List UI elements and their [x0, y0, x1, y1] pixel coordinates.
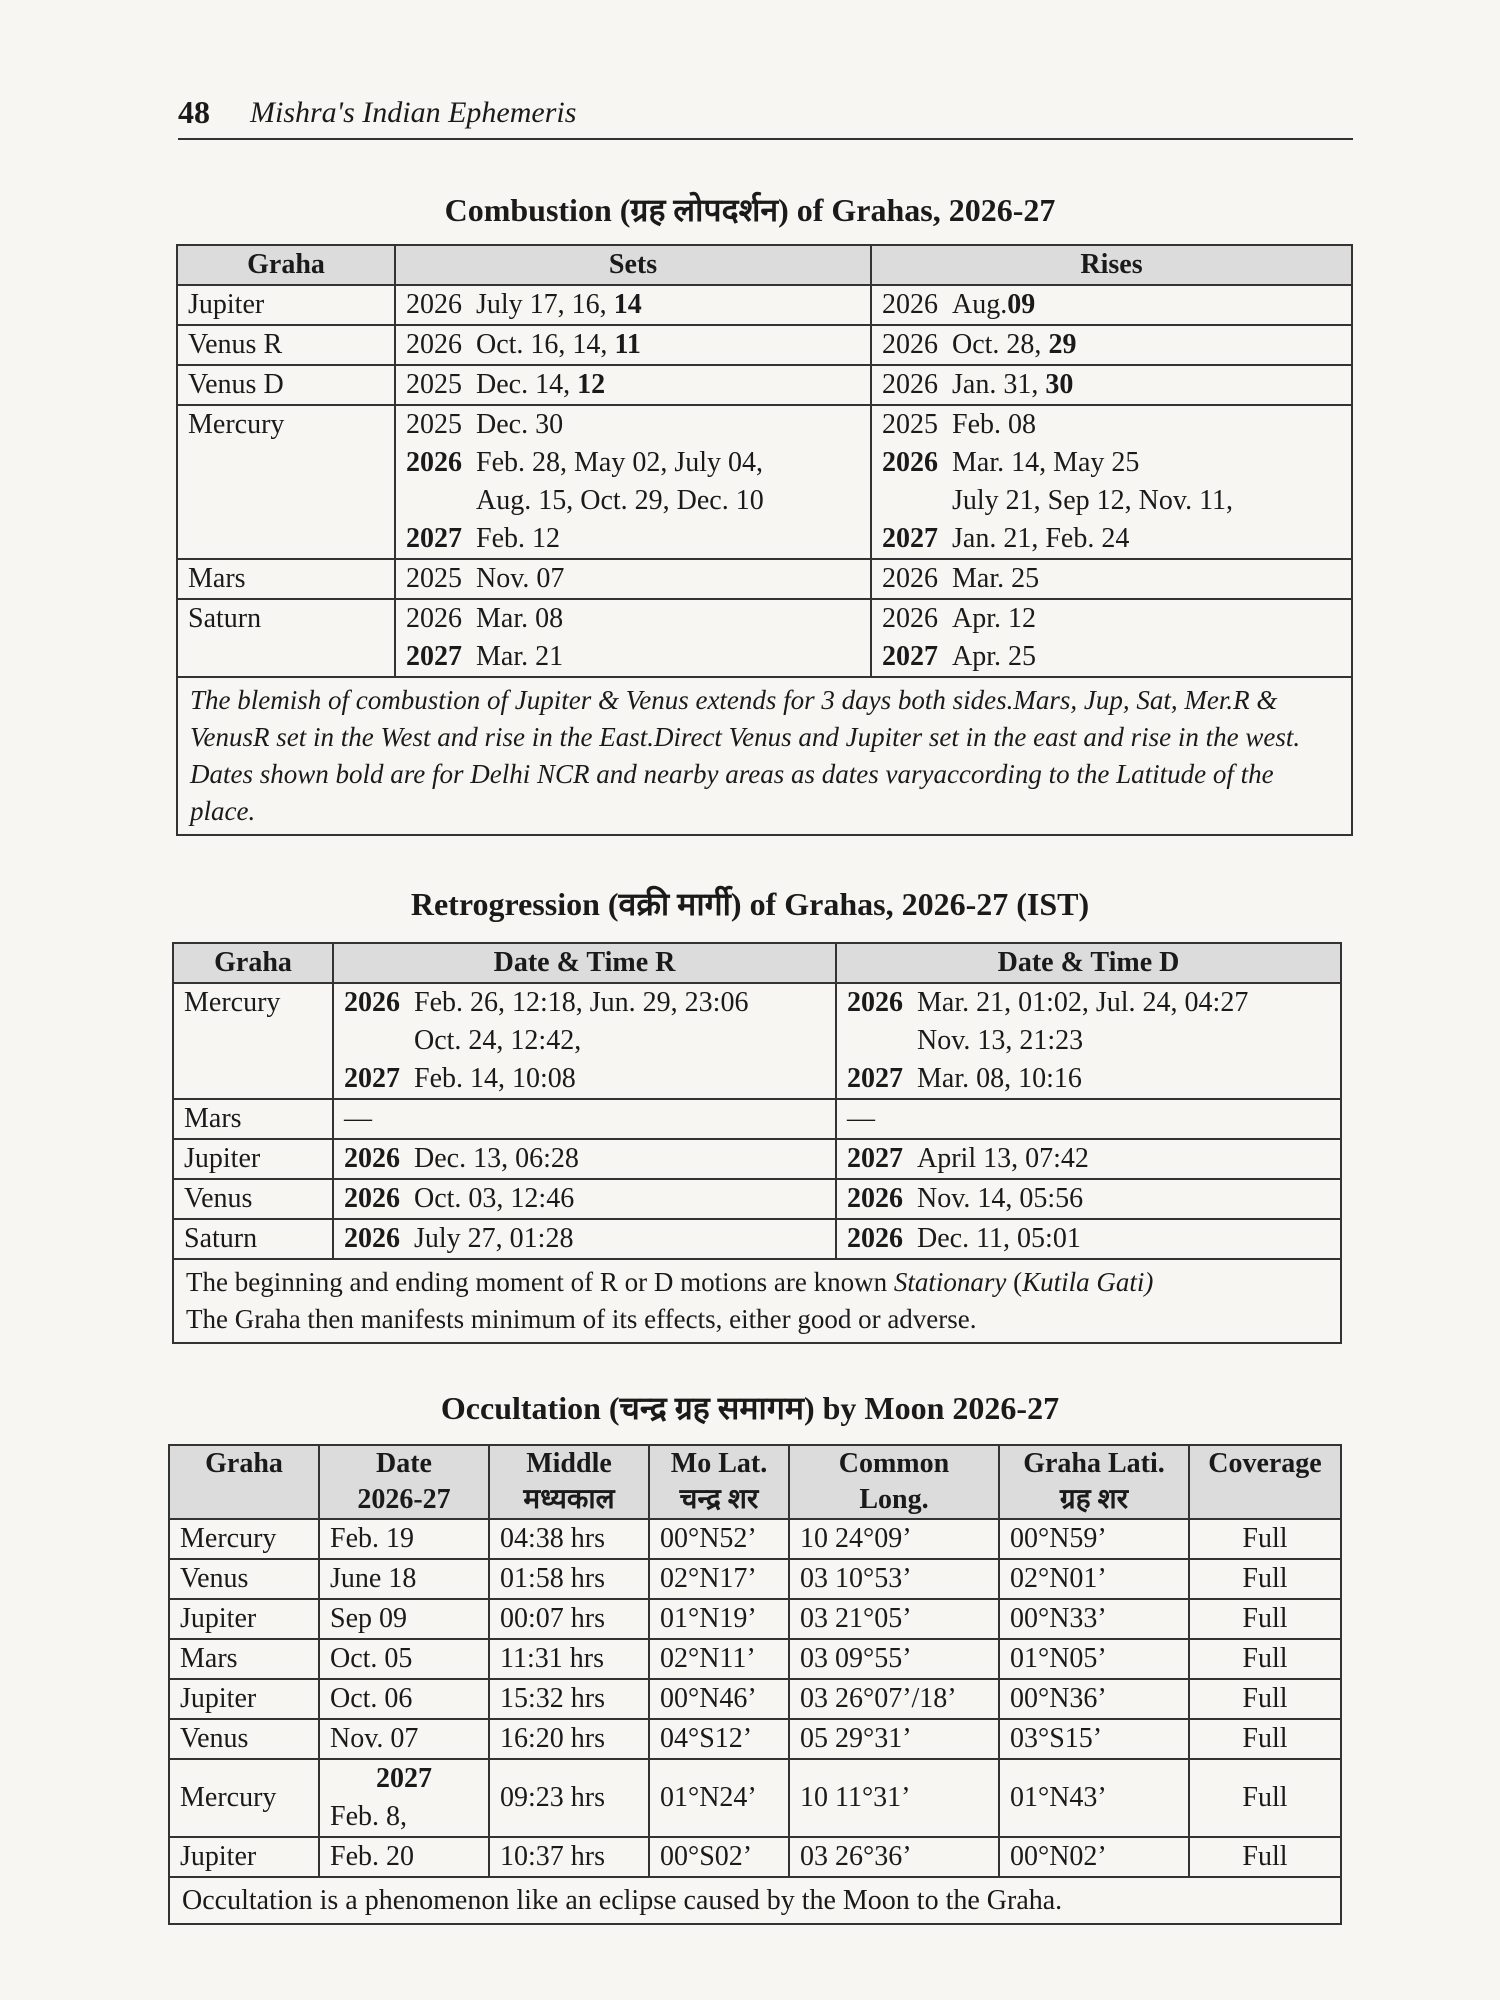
date-value: Sep 09 — [330, 1603, 407, 1634]
r-cell — [333, 1099, 836, 1139]
graha-cell: Saturn — [173, 1219, 333, 1259]
date-cell — [319, 1719, 489, 1759]
combustion-title: Combustion (ग्रह लोपदर्शन) of Grahas, 2026-27 — [444, 192, 1056, 228]
date-text: Dec. 11, 05:01 — [917, 1223, 1081, 1254]
header-line2: Long. — [859, 1484, 929, 1515]
date-line — [406, 366, 860, 404]
table-row — [169, 1519, 1341, 1559]
middle-cell: 00:07 hrs — [489, 1599, 649, 1639]
note-text: The beginning and ending moment of R or D motions are known — [186, 1267, 894, 1297]
bold-date: 09 — [1007, 289, 1036, 320]
graha-cell: Mercury — [173, 983, 333, 1099]
graha-lat-cell: 03°S15’ — [999, 1719, 1189, 1759]
year: 2025 — [406, 369, 462, 400]
table-row — [177, 325, 1352, 365]
date-line — [882, 482, 1341, 520]
date-text: Feb. 12 — [476, 523, 560, 554]
header-line1: Graha Lati. — [1023, 1448, 1165, 1479]
header-line1: Date — [376, 1448, 432, 1479]
occultation-title: Occultation (चन्द्र ग्रह समागम) by Moon 2026-27 — [440, 1390, 1060, 1426]
year: 2026 — [847, 1183, 903, 1214]
date-line — [882, 366, 1341, 404]
date-text: Apr. 12 — [952, 603, 1036, 634]
date-line — [344, 1060, 825, 1098]
bold-date: 11 — [614, 329, 641, 360]
date-text: Oct. 28, — [952, 329, 1049, 360]
column-header — [489, 1445, 649, 1519]
year: 2026 — [344, 987, 400, 1018]
date-line — [847, 1100, 1330, 1138]
date-cell — [319, 1599, 489, 1639]
note-row — [177, 677, 1352, 835]
table-row — [169, 1679, 1341, 1719]
long-cell: 10 24°09’ — [789, 1519, 999, 1559]
middle-cell: 09:23 hrs — [489, 1759, 649, 1837]
middle-cell: 15:32 hrs — [489, 1679, 649, 1719]
table-row — [173, 983, 1341, 1099]
date-value: Nov. 07 — [330, 1723, 419, 1754]
date-cell — [319, 1559, 489, 1599]
date-text: July 27, 01:28 — [414, 1223, 574, 1254]
date-line — [344, 1180, 825, 1218]
retrogression-title: Retrogression (वक्री मार्गी) of Grahas, 2026-27 (IST) — [410, 886, 1090, 922]
date-line — [847, 984, 1330, 1022]
date-text: Feb. 26, 12:18, Jun. 29, 23:06 — [414, 987, 749, 1018]
sets-cell — [395, 405, 871, 559]
date-text: — — [847, 1103, 875, 1134]
date-text: Mar. 21, 01:02, Jul. 24, 04:27 — [917, 987, 1249, 1018]
graha-cell: Mercury — [169, 1759, 319, 1837]
table-row — [169, 1719, 1341, 1759]
table-row — [169, 1759, 1341, 1837]
column-header — [169, 1445, 319, 1519]
table-row — [173, 1139, 1341, 1179]
coverage-cell: Full — [1189, 1519, 1341, 1559]
year: 2027 — [406, 641, 462, 672]
mo-lat-cell: 02°N17’ — [649, 1559, 789, 1599]
sets-cell — [395, 325, 871, 365]
date-value: June 18 — [330, 1563, 417, 1594]
year: 2026 — [344, 1143, 400, 1174]
date-line — [344, 1220, 825, 1258]
bold-date: 29 — [1048, 329, 1077, 360]
sets-cell — [395, 559, 871, 599]
year: 2027 — [344, 1063, 400, 1094]
year: 2026 — [882, 563, 938, 594]
page-header — [178, 92, 1353, 140]
graha-cell: Jupiter — [169, 1679, 319, 1719]
column-header: Date & Time R — [333, 943, 836, 983]
sets-cell — [395, 285, 871, 325]
year: 2026 — [882, 329, 938, 360]
year: 2026 — [847, 1223, 903, 1254]
table-row — [177, 599, 1352, 677]
occultation-note: Occultation is a phenomenon like an eclipse caused by the Moon to the Graha. — [169, 1877, 1341, 1924]
book-title: Mishra's Indian Ephemeris — [250, 96, 577, 129]
date-line — [847, 1060, 1330, 1098]
graha-lat-cell: 00°N59’ — [999, 1519, 1189, 1559]
date-cell — [319, 1519, 489, 1559]
graha-cell: Mercury — [177, 405, 395, 559]
table-row — [177, 405, 1352, 559]
date-text: Nov. 14, 05:56 — [917, 1183, 1084, 1214]
date-cell — [319, 1639, 489, 1679]
mo-lat-cell: 04°S12’ — [649, 1719, 789, 1759]
date-text: Oct. 24, 12:42, — [414, 1025, 582, 1056]
long-cell: 05 29°31’ — [789, 1719, 999, 1759]
occultation-table — [168, 1444, 1342, 1925]
table-row — [173, 1099, 1341, 1139]
date-text: Mar. 25 — [952, 563, 1040, 594]
coverage-cell: Full — [1189, 1759, 1341, 1837]
column-header — [999, 1445, 1189, 1519]
year: 2026 — [882, 369, 938, 400]
date-value: Feb. 8, — [330, 1801, 407, 1832]
graha-lat-cell: 01°N43’ — [999, 1759, 1189, 1837]
header-line1: Coverage — [1208, 1448, 1322, 1479]
date-cell — [319, 1837, 489, 1877]
table-row — [169, 1639, 1341, 1679]
long-cell: 03 21°05’ — [789, 1599, 999, 1639]
date-line — [882, 326, 1341, 364]
header-line1: Graha — [205, 1448, 283, 1479]
r-cell — [333, 1179, 836, 1219]
date-line — [847, 1180, 1330, 1218]
column-header — [319, 1445, 489, 1519]
table-row — [169, 1599, 1341, 1639]
date-line — [847, 1220, 1330, 1258]
date-text: Oct. 03, 12:46 — [414, 1183, 575, 1214]
graha-cell: Mars — [177, 559, 395, 599]
year: 2026 — [882, 447, 938, 478]
date-line — [882, 444, 1341, 482]
date-text: Dec. 13, 06:28 — [414, 1143, 579, 1174]
note-italic: Kutila Gati) — [1022, 1267, 1154, 1297]
d-cell — [836, 1219, 1341, 1259]
graha-cell: Jupiter — [177, 285, 395, 325]
r-cell — [333, 1219, 836, 1259]
date-line — [344, 1022, 825, 1060]
middle-cell: 10:37 hrs — [489, 1837, 649, 1877]
year: 2026 — [406, 447, 462, 478]
graha-cell: Mercury — [169, 1519, 319, 1559]
date-line — [406, 600, 860, 638]
year: 2026 — [847, 987, 903, 1018]
page-number: 48 — [178, 94, 210, 130]
column-header: Rises — [871, 245, 1352, 285]
date-text: July 21, Sep 12, Nov. 11, — [952, 485, 1234, 516]
coverage-cell: Full — [1189, 1837, 1341, 1877]
bold-date: 30 — [1045, 369, 1074, 400]
graha-cell: Jupiter — [169, 1599, 319, 1639]
date-line — [344, 1100, 825, 1138]
d-cell — [836, 1139, 1341, 1179]
table-row — [177, 365, 1352, 405]
table-row — [169, 1559, 1341, 1599]
graha-cell: Venus — [169, 1559, 319, 1599]
date-line — [882, 638, 1341, 676]
note-row — [169, 1877, 1341, 1924]
coverage-cell: Full — [1189, 1719, 1341, 1759]
date-line — [406, 444, 860, 482]
d-cell — [836, 1099, 1341, 1139]
date-text: Dec. 30 — [476, 409, 564, 440]
bold-date: 12 — [577, 369, 606, 400]
date-value: Oct. 05 — [330, 1643, 413, 1674]
date-line — [344, 1140, 825, 1178]
sets-cell — [395, 365, 871, 405]
header-line1: Common — [838, 1448, 950, 1479]
graha-cell: Jupiter — [173, 1139, 333, 1179]
year: 2027 — [882, 641, 938, 672]
header-line1: Mo Lat. — [670, 1448, 768, 1479]
date-cell — [319, 1679, 489, 1719]
rises-cell — [871, 325, 1352, 365]
table-row — [177, 285, 1352, 325]
date-cell — [319, 1759, 489, 1837]
rises-cell — [871, 405, 1352, 559]
graha-lat-cell: 00°N33’ — [999, 1599, 1189, 1639]
year: 2026 — [344, 1223, 400, 1254]
date-text: April 13, 07:42 — [917, 1143, 1089, 1174]
graha-lat-cell: 00°N36’ — [999, 1679, 1189, 1719]
date-line — [406, 406, 860, 444]
combustion-note: The blemish of combustion of Jupiter & Venus extends for 3 days both sides.Mars, Jup, Sat, Mer.R & VenusR set in the West and rise in the East.Direct Venus and Jupiter set in the east and rise in the west. Dates shown bold are for Delhi NCR and nearby areas as dates varyaccording to the Latitude of the place. — [177, 677, 1352, 835]
long-cell: 03 10°53’ — [789, 1559, 999, 1599]
column-header: Date & Time D — [836, 943, 1341, 983]
date-text: Nov. 07 — [476, 563, 565, 594]
year: 2027 — [882, 523, 938, 554]
middle-cell: 11:31 hrs — [489, 1639, 649, 1679]
date-text: Feb. 28, May 02, July 04, — [476, 447, 763, 478]
date-line — [406, 286, 860, 324]
date-text: Jan. 21, Feb. 24 — [952, 523, 1130, 554]
date-line — [847, 1022, 1330, 1060]
retrogression-note — [173, 1259, 1341, 1343]
mo-lat-cell: 02°N11’ — [649, 1639, 789, 1679]
date-line — [344, 984, 825, 1022]
retrogression-table — [172, 942, 1342, 1344]
header-line1: Middle — [526, 1448, 612, 1479]
note-line: The Graha then manifests minimum of its effects, either good or adverse. — [186, 1304, 977, 1334]
date-text: — — [344, 1103, 372, 1134]
date-line — [882, 560, 1341, 598]
date-value: Oct. 06 — [330, 1683, 413, 1714]
year: 2025 — [882, 409, 938, 440]
table-row — [177, 559, 1352, 599]
graha-cell: Jupiter — [169, 1837, 319, 1877]
middle-cell: 16:20 hrs — [489, 1719, 649, 1759]
date-line — [882, 286, 1341, 324]
coverage-cell: Full — [1189, 1639, 1341, 1679]
date-line — [847, 1140, 1330, 1178]
coverage-cell: Full — [1189, 1559, 1341, 1599]
graha-cell: Venus — [173, 1179, 333, 1219]
date-text: Feb. 08 — [952, 409, 1036, 440]
header-line2: चन्द्र शर — [679, 1484, 759, 1515]
header-line2: 2026-27 — [357, 1484, 451, 1515]
mo-lat-cell: 00°N52’ — [649, 1519, 789, 1559]
date-text: Aug. 15, Oct. 29, Dec. 10 — [476, 485, 764, 516]
rises-cell — [871, 559, 1352, 599]
note-italic: Stationary — [893, 1267, 1007, 1297]
column-header: Graha — [173, 943, 333, 983]
date-text: Aug. — [952, 289, 1008, 320]
rises-cell — [871, 599, 1352, 677]
date-value: Feb. 20 — [330, 1841, 414, 1872]
middle-cell: 01:58 hrs — [489, 1559, 649, 1599]
mo-lat-cell: 00°N46’ — [649, 1679, 789, 1719]
d-cell — [836, 983, 1341, 1099]
date-text: Apr. 25 — [952, 641, 1036, 672]
date-text: Nov. 13, 21:23 — [917, 1025, 1084, 1056]
graha-lat-cell: 01°N05’ — [999, 1639, 1189, 1679]
header-line2: मध्यकाल — [523, 1484, 615, 1515]
middle-cell: 04:38 hrs — [489, 1519, 649, 1559]
graha-lat-cell: 00°N02’ — [999, 1837, 1189, 1877]
year: 2026 — [882, 603, 938, 634]
date-text: Mar. 08, 10:16 — [917, 1063, 1082, 1094]
mo-lat-cell: 01°N19’ — [649, 1599, 789, 1639]
column-header — [649, 1445, 789, 1519]
column-header — [1189, 1445, 1341, 1519]
bold-date: 14 — [613, 289, 642, 320]
rises-cell — [871, 285, 1352, 325]
coverage-cell: Full — [1189, 1679, 1341, 1719]
date-line — [406, 326, 860, 364]
date-line — [882, 520, 1341, 558]
sets-cell — [395, 599, 871, 677]
long-cell: 03 09°55’ — [789, 1639, 999, 1679]
date-line — [882, 406, 1341, 444]
header-line2: ग्रह शर — [1059, 1484, 1129, 1515]
date-text: Dec. 14, — [476, 369, 578, 400]
date-text: Mar. 08 — [476, 603, 564, 634]
mo-lat-cell: 01°N24’ — [649, 1759, 789, 1837]
date-line — [406, 638, 860, 676]
date-text: Feb. 14, 10:08 — [414, 1063, 576, 1094]
graha-cell: Mars — [173, 1099, 333, 1139]
year: 2026 — [406, 603, 462, 634]
year: 2026 — [406, 289, 462, 320]
year: 2027 — [406, 523, 462, 554]
r-cell — [333, 1139, 836, 1179]
graha-cell: Mars — [169, 1639, 319, 1679]
d-cell — [836, 1179, 1341, 1219]
combustion-table — [176, 244, 1353, 836]
long-cell: 10 11°31’ — [789, 1759, 999, 1837]
year: 2027 — [847, 1143, 903, 1174]
year: 2026 — [882, 289, 938, 320]
graha-cell: Venus — [169, 1719, 319, 1759]
graha-cell: Venus D — [177, 365, 395, 405]
note-text: ( — [1006, 1267, 1023, 1297]
year: 2027 — [847, 1063, 903, 1094]
date-text: Oct. 16, 14, — [476, 329, 615, 360]
note-row — [173, 1259, 1341, 1343]
note-line — [186, 1264, 1328, 1301]
table-row — [173, 1219, 1341, 1259]
graha-lat-cell: 02°N01’ — [999, 1559, 1189, 1599]
date-text: Mar. 21 — [476, 641, 564, 672]
column-header: Sets — [395, 245, 871, 285]
rises-cell — [871, 365, 1352, 405]
column-header: Graha — [177, 245, 395, 285]
r-cell — [333, 983, 836, 1099]
graha-cell: Saturn — [177, 599, 395, 677]
date-value: Feb. 19 — [330, 1523, 414, 1554]
long-cell: 03 26°07’/18’ — [789, 1679, 999, 1719]
date-year: 2027 — [376, 1763, 432, 1794]
date-line — [882, 600, 1341, 638]
mo-lat-cell: 00°S02’ — [649, 1837, 789, 1877]
year: 2025 — [406, 409, 462, 440]
coverage-cell: Full — [1189, 1599, 1341, 1639]
year: 2025 — [406, 563, 462, 594]
column-header — [789, 1445, 999, 1519]
graha-cell: Venus R — [177, 325, 395, 365]
date-text: Jan. 31, — [952, 369, 1046, 400]
long-cell: 03 26°36’ — [789, 1837, 999, 1877]
table-row — [173, 1179, 1341, 1219]
year: 2026 — [406, 329, 462, 360]
date-text: Mar. 14, May 25 — [952, 447, 1140, 478]
table-row — [169, 1837, 1341, 1877]
date-line — [406, 482, 860, 520]
date-line — [406, 520, 860, 558]
date-line — [406, 560, 860, 598]
year: 2026 — [344, 1183, 400, 1214]
date-text: July 17, 16, — [476, 289, 614, 320]
